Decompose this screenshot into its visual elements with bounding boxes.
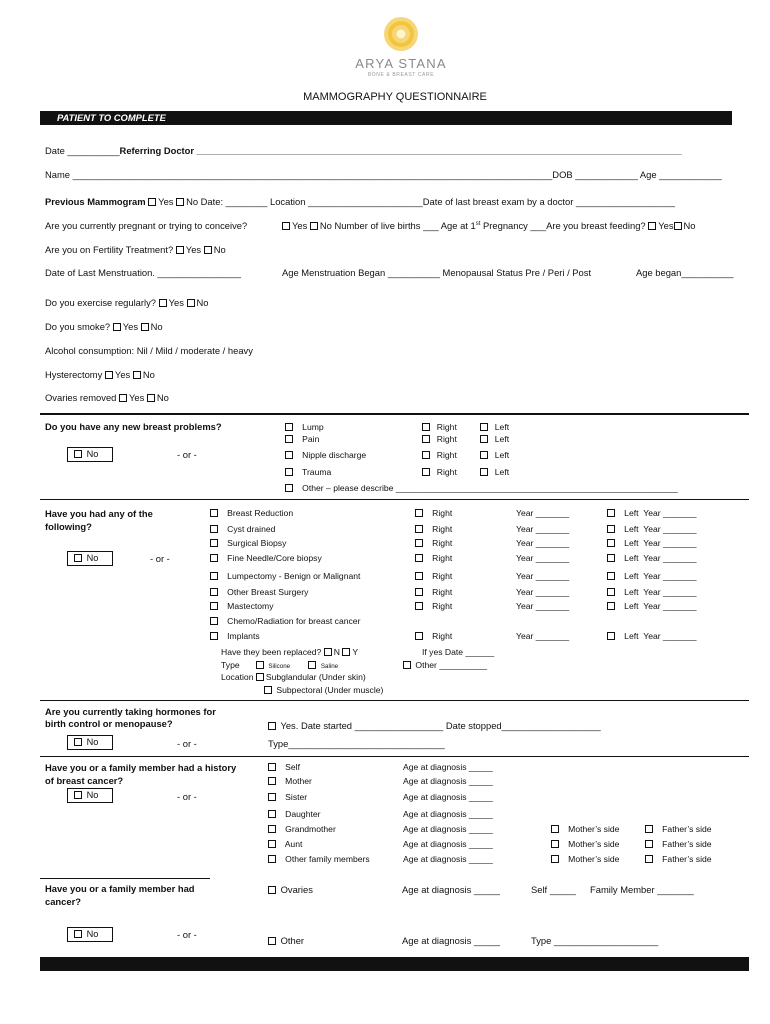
mothers-side-label: Mother’s side: [568, 839, 620, 849]
right-checkbox[interactable]: [415, 588, 423, 596]
hormones-question-line2: birth control or menopause?: [45, 718, 173, 729]
right-checkbox[interactable]: [415, 632, 423, 640]
age-at-diagnosis-field[interactable]: Age at diagnosis _____: [403, 792, 493, 802]
breast-problem-label: Trauma: [302, 467, 332, 477]
right-option: [415, 524, 452, 535]
implant-subpectoral-row: Subpectoral (Under muscle): [264, 685, 383, 696]
cancer-question-line2: cancer?: [45, 896, 81, 907]
left-option: [607, 601, 697, 612]
age-at-diagnosis-field[interactable]: Age at diagnosis _____: [403, 809, 493, 819]
procedure-checkbox[interactable]: [210, 554, 218, 562]
feeding-yes-checkbox[interactable]: [648, 222, 656, 230]
left-checkbox[interactable]: [607, 632, 615, 640]
breast-problem-checkbox[interactable]: [285, 451, 293, 459]
fathers-side-label: Father’s side: [662, 824, 712, 834]
divider: [40, 700, 749, 701]
breast-problems-no-option[interactable]: No: [67, 447, 113, 462]
breast-problems-question: Do you have any new breast problems?: [45, 421, 222, 432]
left-label: Left: [624, 538, 639, 548]
right-option: [415, 571, 452, 582]
divider: [40, 413, 749, 415]
date-line[interactable]: Date __________Referring Doctor _____________________________________________________________________________________________: [45, 145, 682, 156]
left-checkbox[interactable]: [607, 525, 615, 533]
mothers-side-label: Mother’s side: [568, 854, 620, 864]
age-at-diagnosis-field[interactable]: Age at diagnosis _____: [403, 839, 493, 849]
family-member-checkbox[interactable]: [268, 763, 276, 771]
right-checkbox[interactable]: [415, 572, 423, 580]
checkbox-icon: [74, 738, 82, 746]
family-member-label: Aunt: [284, 839, 303, 849]
left-year-field[interactable]: Year _______: [643, 587, 697, 597]
family-member-checkbox[interactable]: [268, 777, 276, 785]
left-label: Left: [494, 422, 510, 432]
right-label: Right: [436, 467, 457, 477]
left-option: [607, 631, 697, 642]
procedure-checkbox[interactable]: [210, 572, 218, 580]
or-label: - or -: [177, 449, 197, 460]
breast-problem-option: [285, 422, 324, 433]
right-year-field[interactable]: Year _______: [516, 538, 570, 548]
family-question-line2: of breast cancer?: [45, 775, 124, 786]
mothers-side-option: [551, 839, 619, 850]
cancer-question-line1: Have you or a family member had: [45, 883, 195, 894]
right-label: Right: [432, 524, 453, 534]
hormones-no-option[interactable]: No: [67, 735, 113, 750]
if-yes-date-field[interactable]: If yes Date ______: [422, 647, 495, 657]
cancer-other-option: Other: [268, 935, 304, 947]
right-label: Right: [436, 450, 457, 460]
right-option: [415, 631, 452, 642]
procedure-checkbox[interactable]: [210, 617, 218, 625]
right-checkbox[interactable]: [415, 602, 423, 610]
cancer-self-field[interactable]: Self _____: [531, 884, 576, 895]
mothers-side-checkbox[interactable]: [551, 840, 559, 848]
mothers-side-checkbox[interactable]: [551, 855, 559, 863]
procedure-label: Lumpectomy - Benign or Malignant: [227, 571, 361, 581]
subglandular-checkbox[interactable]: [256, 673, 264, 681]
footer-bar: [40, 957, 749, 971]
page-title: MAMMOGRAPHY QUESTIONNAIRE: [303, 91, 487, 103]
age-began-field[interactable]: Age began__________: [636, 267, 734, 278]
exercise-row: Do you exercise regularly? Yes No: [45, 297, 209, 308]
ovaries-yes-checkbox[interactable]: [119, 394, 127, 402]
procedure-option: [210, 508, 293, 519]
fertility-no-checkbox[interactable]: [204, 246, 212, 254]
fathers-side-option: [645, 839, 712, 850]
pregnant-question: Are you currently pregnant or trying to conceive?: [45, 220, 248, 231]
left-checkbox[interactable]: [607, 588, 615, 596]
procedure-label: Breast Reduction: [227, 508, 294, 518]
hormones-type-field[interactable]: Type______________________________: [268, 738, 445, 749]
right-label: Right: [432, 601, 453, 611]
left-label: Left: [624, 631, 639, 641]
pregnant-no-checkbox[interactable]: [310, 222, 318, 230]
right-option: [415, 538, 452, 549]
left-option: [607, 538, 697, 549]
fathers-side-checkbox[interactable]: [645, 855, 653, 863]
fathers-side-checkbox[interactable]: [645, 825, 653, 833]
implant-location-row: Location Subglandular (Under skin): [221, 672, 366, 682]
right-label: Right: [432, 587, 453, 597]
cancer-other-checkbox[interactable]: [268, 937, 276, 945]
breast-problem-checkbox[interactable]: [285, 484, 293, 492]
procedure-option: [210, 631, 260, 642]
procedure-option: [210, 587, 308, 598]
left-year-field[interactable]: Year _______: [643, 553, 697, 563]
last-menstruation-field[interactable]: Date of Last Menstruation. ________________: [45, 267, 241, 278]
breast-problem-label: Other – please describe ___________________________________________________________: [302, 483, 678, 493]
procedure-label: Cyst drained: [227, 524, 276, 534]
left-label: Left: [624, 601, 639, 611]
cancer-ovaries-option: Ovaries: [268, 884, 313, 896]
left-year-field[interactable]: Year _______: [643, 538, 697, 548]
procedure-option: [210, 553, 322, 564]
section-bar-label: PATIENT TO COMPLETE: [57, 112, 166, 123]
fathers-side-option: [645, 824, 712, 835]
procedure-option: [210, 524, 275, 535]
brand-name: ARYA STANA: [355, 56, 447, 71]
breast-problem-checkbox[interactable]: [285, 468, 293, 476]
family-member-option: [268, 762, 300, 773]
cancer-other-age-field[interactable]: Age at diagnosis _____: [402, 935, 500, 946]
referring-doctor-field[interactable]: Referring Doctor _____________________________________________________________________________________________: [119, 145, 682, 156]
procedure-option: [210, 571, 360, 582]
left-option: [480, 422, 509, 433]
breast-problem-option: [285, 467, 331, 478]
breast-problem-option: [285, 434, 319, 445]
right-label: Right: [432, 508, 453, 518]
right-option: [415, 553, 452, 564]
left-checkbox[interactable]: [607, 554, 615, 562]
family-member-label: Grandmother: [285, 824, 336, 834]
previous-mammogram-row: Previous Mammogram Yes No Date: ________ Location ______________________Date of last breast exam by a doctor ___________________: [45, 196, 676, 207]
left-option: [480, 467, 509, 478]
family-member-option: [268, 776, 312, 787]
history-question-line1: Have you had any of the: [45, 508, 153, 519]
procedure-label: Implants: [227, 631, 260, 641]
right-year-field[interactable]: Year _______: [516, 587, 570, 597]
procedure-checkbox[interactable]: [210, 588, 218, 596]
procedure-checkbox[interactable]: [210, 539, 218, 547]
procedure-checkbox[interactable]: [210, 632, 218, 640]
implants-replaced-row: Have they been replaced? N Y: [221, 647, 359, 657]
left-year-field[interactable]: Year _______: [643, 631, 697, 641]
family-member-label: Daughter: [285, 809, 321, 819]
left-label: Left: [494, 434, 510, 444]
right-label: Right: [432, 538, 453, 548]
checkbox-icon: [74, 791, 82, 799]
procedure-checkbox[interactable]: [210, 525, 218, 533]
fathers-side-label: Father’s side: [662, 839, 712, 849]
left-checkbox[interactable]: [607, 539, 615, 547]
checkbox-icon: [74, 930, 82, 938]
implant-other-row: Other __________: [403, 660, 487, 671]
right-option: [422, 467, 457, 478]
mothers-side-option: [551, 854, 619, 865]
left-year-field[interactable]: Year _______: [643, 524, 697, 534]
right-option: [415, 587, 452, 598]
procedure-checkbox[interactable]: [210, 602, 218, 610]
right-year-field[interactable]: Year _______: [516, 553, 570, 563]
alcohol-row[interactable]: Alcohol consumption: Nil / Mild / moderate / heavy: [45, 345, 253, 356]
right-option: [422, 434, 457, 445]
procedure-label: Surgical Biopsy: [227, 538, 287, 548]
right-option: [422, 450, 457, 461]
implant-type-row: Type Silicone Saline: [221, 660, 339, 670]
or-label: - or -: [177, 929, 197, 940]
family-member-option: [268, 792, 307, 803]
left-checkbox[interactable]: [607, 602, 615, 610]
right-checkbox[interactable]: [422, 423, 430, 431]
right-checkbox[interactable]: [415, 525, 423, 533]
breast-problem-option: [285, 450, 366, 461]
cancer-ovaries-age-field[interactable]: Age at diagnosis _____: [402, 884, 500, 895]
cancer-family-member-field[interactable]: Family Member _______: [590, 884, 694, 895]
procedure-option: [210, 601, 274, 612]
breast-problem-label: Pain: [302, 434, 320, 444]
hormones-question-line1: Are you currently taking hormones for: [45, 706, 216, 717]
breast-problem-label: Lump: [302, 422, 324, 432]
family-no-option[interactable]: No: [67, 788, 113, 803]
mothers-side-option: [551, 824, 619, 835]
left-label: Left: [624, 524, 639, 534]
family-member-option: [268, 839, 302, 850]
exercise-yes-checkbox[interactable]: [159, 299, 167, 307]
family-member-checkbox[interactable]: [268, 810, 276, 818]
right-checkbox[interactable]: [422, 451, 430, 459]
family-question-line1: Have you or a family member had a history: [45, 762, 237, 773]
breast-problem-checkbox[interactable]: [285, 435, 293, 443]
procedure-label: Mastectomy: [227, 601, 274, 611]
family-member-label: Self: [285, 762, 300, 772]
left-year-field[interactable]: Year _______: [643, 601, 697, 611]
left-checkbox[interactable]: [480, 468, 488, 476]
ovaries-removed-row: Ovaries removed Yes No: [45, 392, 169, 403]
left-checkbox[interactable]: [480, 423, 488, 431]
cancer-no-option[interactable]: No: [67, 927, 113, 942]
right-label: Right: [432, 553, 453, 563]
procedure-option: [210, 538, 286, 549]
left-option: [480, 434, 509, 445]
family-member-checkbox[interactable]: [268, 840, 276, 848]
smoke-no-checkbox[interactable]: [141, 323, 149, 331]
hormones-yes-checkbox[interactable]: [268, 722, 276, 730]
section-bar: [40, 111, 732, 125]
menopausal-status-field[interactable]: Age Menstruation Began __________ Menopausal Status Pre / Peri / Post: [282, 267, 592, 278]
hysterectomy-no-checkbox[interactable]: [133, 371, 141, 379]
family-member-checkbox[interactable]: [268, 825, 276, 833]
age-at-diagnosis-field[interactable]: Age at diagnosis _____: [403, 824, 493, 834]
left-label: Left: [624, 587, 639, 597]
checkbox-icon: [74, 554, 82, 562]
left-option: [607, 553, 697, 564]
family-member-label: Other family members: [285, 854, 370, 864]
right-year-field[interactable]: Year _______: [516, 631, 570, 641]
right-checkbox[interactable]: [415, 539, 423, 547]
history-question-line2: following?: [45, 521, 92, 532]
left-checkbox[interactable]: [607, 509, 615, 517]
prev-mammo-yes-checkbox[interactable]: [148, 198, 156, 206]
pregnant-row: Yes No Number of live births ___ Age at 1st Pregnancy ___Are you breast feeding? Yes No: [282, 220, 696, 232]
silicone-checkbox[interactable]: [256, 661, 264, 669]
left-option: [480, 450, 509, 461]
procedure-label: Fine Needle/Core biopsy: [227, 553, 322, 563]
right-year-field[interactable]: Year _______: [516, 524, 570, 534]
left-label: Left: [494, 467, 510, 477]
history-no-option[interactable]: No: [67, 551, 113, 566]
hysterectomy-row: Hysterectomy Yes No: [45, 369, 155, 380]
left-option: [607, 508, 697, 519]
family-member-label: Sister: [285, 792, 308, 802]
family-member-label: Mother: [285, 776, 312, 786]
family-member-checkbox[interactable]: [268, 855, 276, 863]
checkbox-icon: [74, 450, 82, 458]
cancer-ovaries-checkbox[interactable]: [268, 886, 276, 894]
left-label: Left: [494, 450, 510, 460]
left-year-field[interactable]: Year _______: [643, 571, 697, 581]
smoke-yes-checkbox[interactable]: [113, 323, 121, 331]
right-year-field[interactable]: Year _______: [516, 508, 570, 518]
right-checkbox[interactable]: [422, 468, 430, 476]
implant-other-checkbox[interactable]: [403, 661, 411, 669]
right-label: Right: [436, 434, 457, 444]
right-option: [422, 422, 457, 433]
fertility-yes-checkbox[interactable]: [176, 246, 184, 254]
left-option: [607, 524, 697, 535]
family-member-option: [268, 854, 370, 865]
family-member-option: [268, 824, 336, 835]
or-label: - or -: [177, 791, 197, 802]
exercise-no-checkbox[interactable]: [187, 299, 195, 307]
left-label: Left: [624, 553, 639, 563]
procedure-label: Chemo/Radiation for breast cancer: [227, 616, 361, 626]
fathers-side-label: Father’s side: [662, 854, 712, 864]
right-option: [415, 601, 452, 612]
smoke-row: Do you smoke? Yes No: [45, 321, 163, 332]
family-member-option: [268, 809, 321, 820]
or-label: - or -: [150, 553, 170, 564]
replaced-n-checkbox[interactable]: [324, 648, 332, 656]
divider: [40, 499, 749, 500]
procedure-label: Other Breast Surgery: [227, 587, 309, 597]
hysterectomy-yes-checkbox[interactable]: [105, 371, 113, 379]
right-label: Right: [432, 571, 453, 581]
divider: [40, 756, 749, 757]
fertility-row: Are you on Fertility Treatment? Yes No: [45, 244, 226, 255]
hormones-yes-row: Yes. Date started _________________ Date stopped___________________: [268, 720, 601, 732]
breast-problem-option: [285, 483, 678, 494]
right-checkbox[interactable]: [415, 554, 423, 562]
age-at-diagnosis-field[interactable]: Age at diagnosis _____: [403, 854, 493, 864]
mothers-side-label: Mother’s side: [568, 824, 620, 834]
fathers-side-option: [645, 854, 712, 865]
left-label: Left: [624, 508, 639, 518]
prev-mammo-no-checkbox[interactable]: [176, 198, 184, 206]
procedure-checkbox[interactable]: [210, 509, 218, 517]
left-option: [607, 587, 697, 598]
brand-subtitle: BONE & BREAST CARE: [367, 72, 435, 78]
subpectoral-checkbox[interactable]: [264, 686, 272, 694]
right-year-field[interactable]: Year _______: [516, 571, 570, 581]
breast-problem-checkbox[interactable]: [285, 423, 293, 431]
right-year-field[interactable]: Year _______: [516, 601, 570, 611]
saline-checkbox[interactable]: [308, 661, 316, 669]
pregnant-yes-checkbox[interactable]: [282, 222, 290, 230]
age-at-diagnosis-field[interactable]: Age at diagnosis _____: [403, 776, 493, 786]
divider: [40, 878, 210, 879]
breast-problem-label: Nipple discharge: [302, 450, 367, 460]
right-checkbox[interactable]: [415, 509, 423, 517]
fathers-side-checkbox[interactable]: [645, 840, 653, 848]
mothers-side-checkbox[interactable]: [551, 825, 559, 833]
or-label: - or -: [177, 738, 197, 749]
name-dob-age-line[interactable]: Name ____________________________________________________________________________________________DOB ____________ Age ____________: [45, 169, 722, 180]
age-at-diagnosis-field[interactable]: Age at diagnosis _____: [403, 762, 493, 772]
right-label: Right: [436, 422, 457, 432]
right-option: [415, 508, 452, 519]
family-member-checkbox[interactable]: [268, 793, 276, 801]
right-label: Right: [432, 631, 453, 641]
left-checkbox[interactable]: [480, 451, 488, 459]
left-year-field[interactable]: Year _______: [643, 508, 697, 518]
right-checkbox[interactable]: [422, 435, 430, 443]
procedure-option: [210, 616, 360, 627]
left-label: Left: [624, 571, 639, 581]
left-option: [607, 571, 697, 582]
replaced-y-checkbox[interactable]: [342, 648, 350, 656]
left-checkbox[interactable]: [607, 572, 615, 580]
cancer-type-field[interactable]: Type ____________________: [531, 935, 659, 946]
sun-logo-icon: [383, 16, 419, 52]
ovaries-no-checkbox[interactable]: [147, 394, 155, 402]
left-checkbox[interactable]: [480, 435, 488, 443]
feeding-no-checkbox[interactable]: [674, 222, 682, 230]
